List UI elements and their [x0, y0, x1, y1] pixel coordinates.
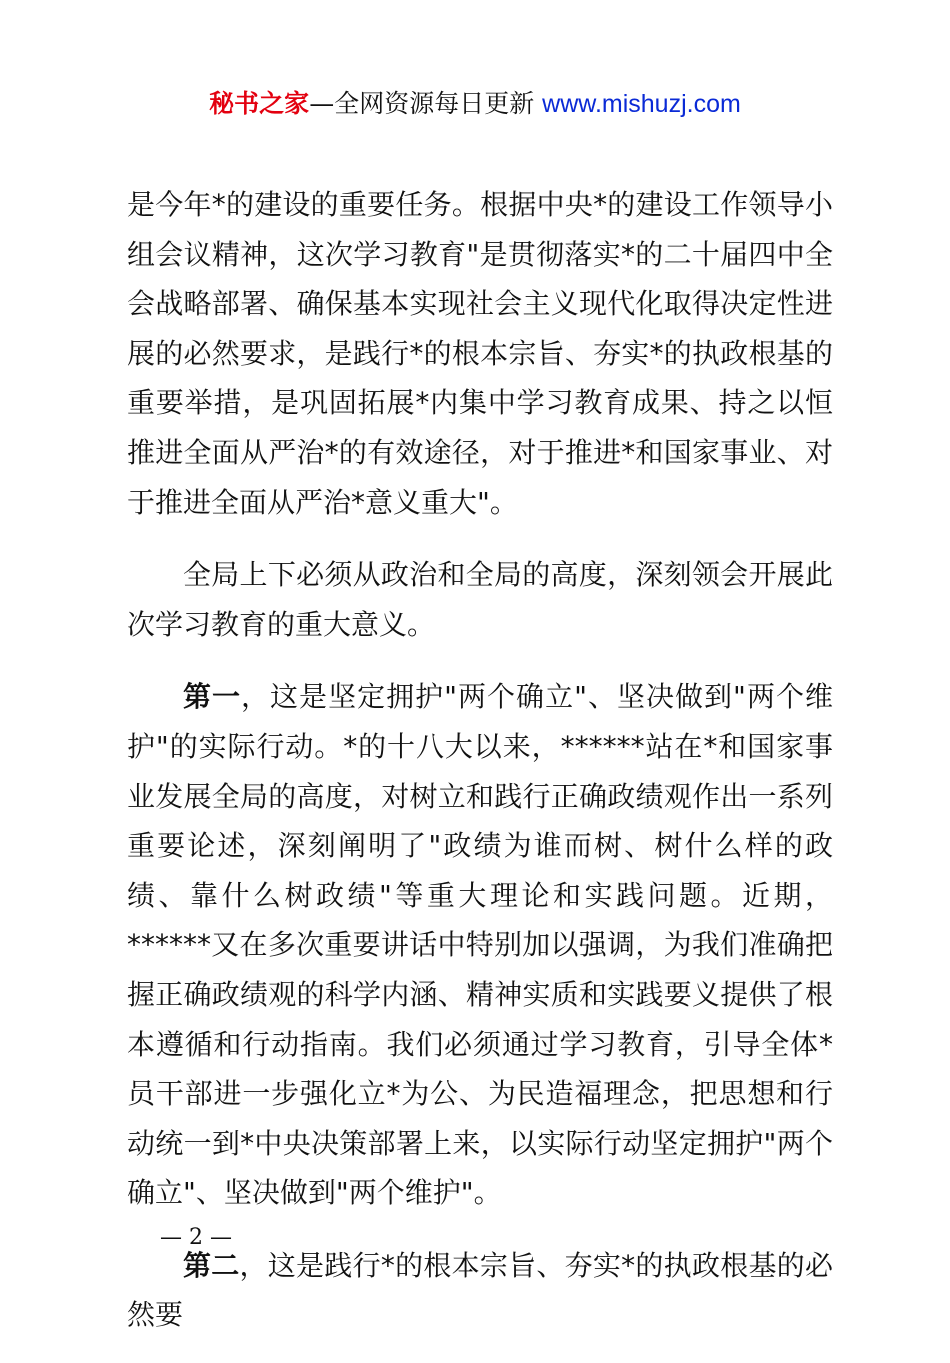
second-point-text: ，这是践行*的根本宗旨、夯实*的执政根基的必然要 [127, 1248, 833, 1332]
site-url-link[interactable]: www.mishuzj.com [542, 90, 741, 118]
brand-name: 秘书之家 [209, 89, 310, 118]
document-body [127, 180, 833, 1363]
page-number: — 2 — [160, 1225, 232, 1250]
second-point-lead: 第二 [183, 1248, 240, 1282]
paragraph-intro-continued: 是今年*的建设的重要任务。根据中央*的建设工作领导小组会议精神，这次学习教育"是贯彻落实*的二十届四中全会战略部署、确保基本实现社会主义现代化取得决定性进展的必然要求，是践行*的根本宗旨、夯实*的执政根基的重要举措，是巩固拓展*内集中学习教育成果、持之以恒推进全面从严治*的有效途径，对于推进*和国家事业、对于推进全面从严治*意义重大"。 [127, 188, 833, 519]
paragraph-significance: 全局上下必须从政治和全局的高度，深刻领会开展此次学习教育的重大意义。 [127, 558, 833, 641]
paragraph-second-point [127, 1241, 833, 1340]
paragraph-first-point [127, 672, 833, 1218]
first-point-lead: 第一 [183, 680, 242, 714]
site-header [0, 86, 950, 122]
first-point-text: ，这是坚定拥护"两个确立"、坚决做到"两个维护"的实际行动。*的十八大以来，******站在*和国家事业发展全局的高度，对树立和践行正确政绩观作出一系列重要论述，深刻阐明了"政绩为谁而树、树什么样的政绩、靠什么树政绩"等重大理论和实践问题。近期，******又在多次重要讲话中特别加以强调，为我们准确把握正确政绩观的科学内涵、精神实质和实践要义提供了根本遵循和行动指南。我们必须通过学习教育，引导全体*员干部进一步强化立*为公、为民造福理念，把思想和行动统一到*中央决策部署上来，以实际行动坚定拥护"两个确立"、坚决做到"两个维护"。 [127, 680, 833, 1210]
header-tagline: —全网资源每日更新 [309, 89, 535, 118]
